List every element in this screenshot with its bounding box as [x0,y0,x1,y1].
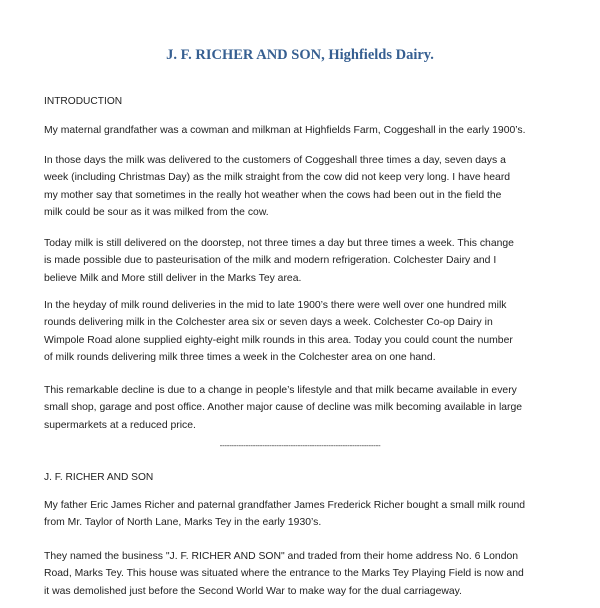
paragraph [44,297,513,366]
text-line: small shop, garage and post office. Another major cause of decline was milk becoming available in large [44,402,523,414]
paragraph [44,497,525,532]
text-line: is made possible due to pasteurisation of the milk and modern refrigeration. Colchester Dairy and I [44,255,497,267]
text-line: In the heyday of milk round deliveries in the mid to late 1900’s there were well over one hundred milk [44,300,507,311]
text-line: supermarkets at a reduced price. [44,419,196,431]
paragraph [44,122,525,139]
paragraph [44,235,514,287]
text-line: In those days the milk was delivered to the customers of Coggeshall three times a day, seven days a [44,155,506,166]
text-line: Today milk is still delivered on the doorstep, not three times a day but three times a week. This change [44,238,514,249]
text-line: This remarkable decline is due to a change in people’s lifestyle and that milk became available in every [44,385,517,396]
text-line: They named the business "J. F. RICHER AND SON" and traded from their home address No. 6 London [44,551,519,562]
text-line: Road, Marks Tey. This house was situated where the entrance to the Marks Tey Playing Field is now and [44,568,524,580]
text-line: from Mr. Taylor of North Lane, Marks Tey in the early 1930’s. [44,517,322,529]
document-title: J. F. RICHER AND SON, Highfields Dairy. [166,47,434,63]
text-line: milk could be sour as it was milked from the cow. [44,206,269,218]
text-line: it was demolished just before the Second World War to make way for the dual carriageway. [44,585,462,597]
paragraph [44,152,510,221]
text-line: week (including Christmas Day) as the milk straight from the cow did not keep very long. I have heard [44,172,511,184]
text-line: my mother say that sometimes in the really hot weather when the cows had been out in the field the [44,189,502,201]
section-separator: -------------------------------------------------------------------- [219,441,381,450]
paragraph [44,382,522,434]
section-heading: J. F. RICHER AND SON [44,472,154,483]
text-line: believe Milk and More still deliver in the Marks Tey area. [44,272,302,284]
paragraph [44,548,524,600]
text-line: of milk rounds delivering milk three times a week in the Colchester area on one hand. [44,351,436,363]
text-line: Wimpole Road alone supplied eighty-eight milk rounds in this area. Today you could count the number [44,334,513,346]
intro-heading: INTRODUCTION [44,96,123,107]
text-line: My maternal grandfather was a cowman and milkman at Highfields Farm, Coggeshall in the early 1900’s. [44,125,526,136]
text-line: My father Eric James Richer and paternal grandfather James Frederick Richer bought a small milk round [44,500,526,511]
text-line: rounds delivering milk in the Colchester area six or seven days a week. Colchester Co-op Dairy in [44,317,493,329]
